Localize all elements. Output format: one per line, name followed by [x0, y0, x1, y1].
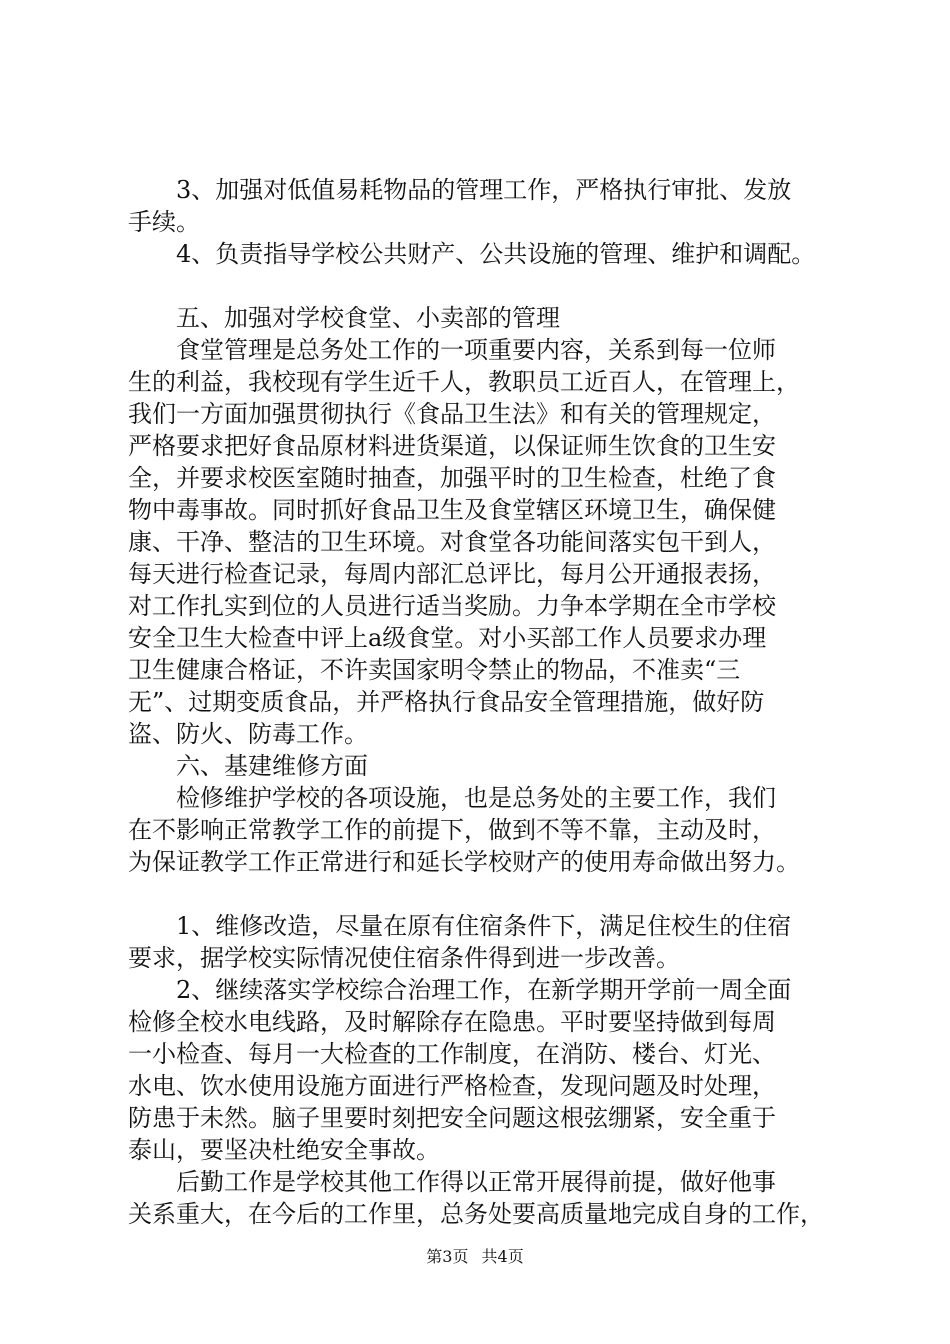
paragraph-line: 安全卫生大检查中评上a级食堂。对小买部工作人员要求办理: [128, 624, 767, 652]
page-footer: [0, 1247, 950, 1267]
paragraph-line: 3、加强对低值易耗物品的管理工作，严格执行审批、发放: [176, 176, 792, 204]
page-total: 共4页: [481, 1247, 524, 1266]
section-heading: 六、基建维修方面: [176, 752, 368, 780]
paragraph-line: 防患于未然。脑子里要时刻把安全问题这根弦绷紧，安全重于: [128, 1104, 776, 1132]
paragraph-line: 食堂管理是总务处工作的一项重要内容，关系到每一位师: [176, 336, 776, 364]
paragraph-line: 4、负责指导学校公共财产、公共设施的管理、维护和调配。: [176, 240, 816, 268]
paragraph-line: 为保证教学工作正常进行和延长学校财产的使用寿命做出努力。: [128, 848, 800, 876]
paragraph-line: 泰山，要坚决杜绝安全事故。: [128, 1136, 440, 1164]
paragraph-line: 我们一方面加强贯彻执行《食品卫生法》和有关的管理规定，: [128, 400, 776, 428]
paragraph-line: 一小检查、每月一大检查的工作制度，在消防、楼台、灯光、: [128, 1040, 776, 1068]
paragraph-line: 检修维护学校的各项设施，也是总务处的主要工作，我们: [176, 784, 776, 812]
paragraph-line: 无”、过期变质食品，并严格执行食品安全管理措施，做好防: [128, 688, 765, 716]
paragraph-line: 手续。: [128, 208, 200, 236]
page-number: 第3页: [426, 1247, 469, 1266]
paragraph-line: 1、维修改造，尽量在原有住宿条件下，满足住校生的住宿: [176, 912, 792, 940]
paragraph-line: 对工作扎实到位的人员进行适当奖励。力争本学期在全市学校: [128, 592, 776, 620]
paragraph-line: 全，并要求校医室随时抽查，加强平时的卫生检查，杜绝了食: [128, 464, 776, 492]
paragraph-line: 水电、饮水使用设施方面进行严格检查，发现问题及时处理，: [128, 1072, 776, 1100]
paragraph-line: 康、干净、整洁的卫生环境。对食堂各功能间落实包干到人，: [128, 528, 776, 556]
paragraph-line: 生的利益，我校现有学生近千人，教职员工近百人，在管理上，: [128, 368, 800, 396]
paragraph-line: 检修全校水电线路，及时解除存在隐患。平时要坚持做到每周: [128, 1008, 776, 1036]
paragraph-line: 物中毒事故。同时抓好食品卫生及食堂辖区环境卫生，确保健: [128, 496, 776, 524]
document-body: [128, 174, 828, 1230]
paragraph-line: 卫生健康合格证，不许卖国家明令禁止的物品，不准卖“三: [128, 656, 741, 684]
paragraph-line: 每天进行检查记录，每周内部汇总评比，每月公开通报表扬，: [128, 560, 776, 588]
paragraph-line: 要求，据学校实际情况使住宿条件得到进一步改善。: [128, 944, 680, 972]
paragraph-gap: [128, 878, 828, 910]
section-heading: 五、加强对学校食堂、小卖部的管理: [176, 304, 560, 332]
paragraph-line: 2、继续落实学校综合治理工作，在新学期开学前一周全面: [176, 976, 792, 1004]
paragraph-gap: [128, 270, 828, 302]
paragraph-line: 关系重大，在今后的工作里，总务处要高质量地完成自身的工作，: [128, 1200, 824, 1228]
paragraph-line: 盗、防火、防毒工作。: [128, 720, 368, 748]
paragraph-line: 后勤工作是学校其他工作得以正常开展得前提，做好他事: [176, 1168, 776, 1196]
paragraph-line: 严格要求把好食品原材料进货渠道，以保证师生饮食的卫生安: [128, 432, 776, 460]
paragraph-line: 在不影响正常教学工作的前提下，做到不等不靠，主动及时，: [128, 816, 776, 844]
